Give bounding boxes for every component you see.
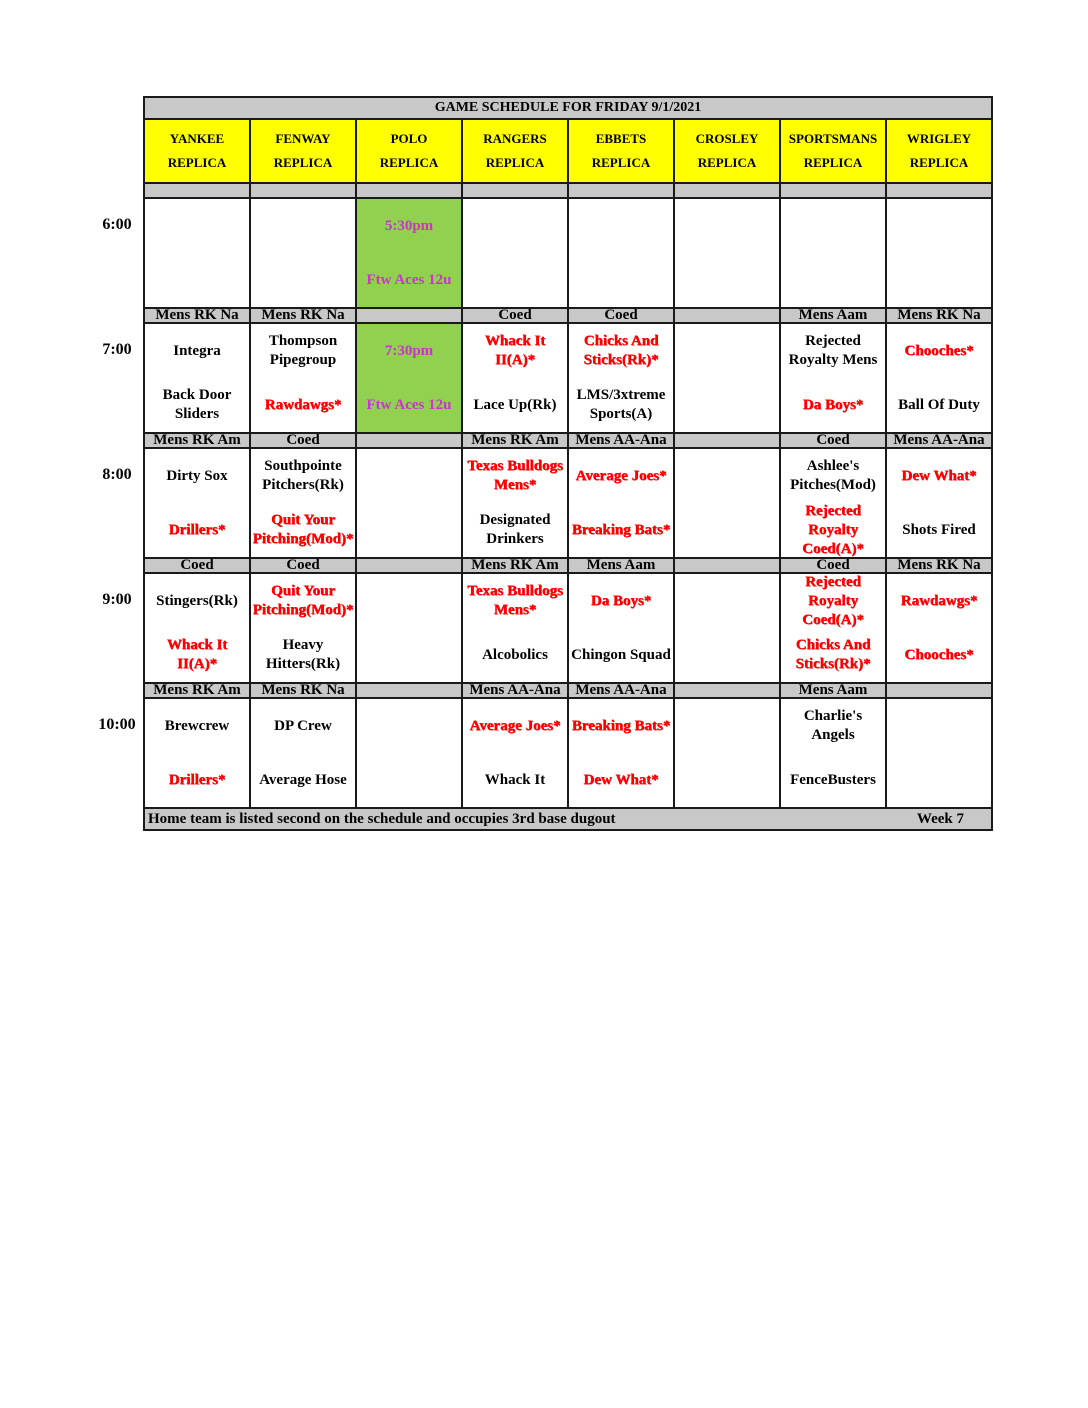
home-team	[887, 253, 991, 307]
matchup	[145, 699, 249, 807]
home-team	[145, 253, 249, 307]
division-label: Coed	[250, 433, 356, 448]
home-team: Ftw Aces 12u	[366, 396, 452, 413]
away-team: Stingers(Rk)	[156, 592, 238, 609]
time-label: 10:00	[98, 716, 136, 733]
venue-cell-yankee	[144, 119, 250, 183]
game-cell	[250, 198, 356, 308]
game-cell	[780, 323, 886, 433]
game-cell	[780, 448, 886, 558]
matchup	[251, 449, 355, 557]
home-team	[675, 753, 779, 807]
matchup	[463, 199, 567, 307]
schedule-title: GAME SCHEDULE FOR FRIDAY 9/1/2021	[144, 97, 992, 119]
spacer-cell	[674, 183, 780, 198]
away-team: DP Crew	[274, 717, 332, 734]
home-team: Breaking Bats*	[571, 521, 671, 538]
away-team: Whack It II(A)*	[484, 333, 546, 368]
game-cell	[886, 573, 992, 683]
venue-subtitle: REPLICA	[167, 155, 227, 170]
spacer-cell	[886, 183, 992, 198]
away-team	[675, 199, 779, 253]
venue-name: FENWAY	[275, 131, 331, 146]
away-team: Thompson Pipegroup	[268, 333, 338, 368]
home-team: Dew What*	[583, 771, 659, 788]
home-team: Average Hose	[259, 771, 347, 788]
home-team: Da Boys*	[802, 396, 864, 413]
division-row	[144, 683, 992, 698]
venue-name: WRIGLEY	[906, 131, 972, 146]
matchup	[251, 699, 355, 807]
venue-cell-rangers	[462, 119, 568, 183]
division-row	[144, 308, 992, 323]
home-team: Chooches*	[904, 646, 974, 663]
division-label	[356, 683, 462, 698]
game-row	[144, 698, 992, 808]
game-cell	[674, 323, 780, 433]
away-team	[463, 199, 567, 253]
division-label: Mens RK Am	[462, 433, 568, 448]
game-cell	[568, 573, 674, 683]
game-cell	[462, 323, 568, 433]
matchup	[887, 199, 991, 307]
away-team	[357, 574, 461, 628]
division-label: Coed	[568, 308, 674, 323]
game-cell	[886, 448, 992, 558]
home-team: FenceBusters	[790, 771, 876, 788]
matchup	[145, 574, 249, 682]
division-label	[674, 683, 780, 698]
away-team: Rejected Royalty Mens	[788, 333, 878, 368]
division-label: Coed	[462, 308, 568, 323]
matchup	[569, 699, 673, 807]
away-team	[357, 699, 461, 753]
home-team: Rawdawgs*	[264, 396, 342, 413]
away-team	[251, 199, 355, 253]
division-label	[356, 558, 462, 573]
away-team: Dew What*	[901, 467, 977, 484]
game-cell	[144, 198, 250, 308]
away-team	[675, 324, 779, 378]
matchup	[357, 699, 461, 807]
venue-cell-ebbets	[568, 119, 674, 183]
home-team: Shots Fired	[902, 521, 976, 538]
game-cell	[568, 448, 674, 558]
away-team	[675, 699, 779, 753]
away-team: Texas Bulldogs Mens*	[467, 458, 563, 493]
time-label: 9:00	[102, 591, 132, 608]
home-team	[675, 378, 779, 432]
matchup	[145, 449, 249, 557]
game-cell	[356, 448, 462, 558]
matchup	[675, 199, 779, 307]
venue-name: YANKEE	[169, 131, 225, 146]
matchup	[675, 324, 779, 432]
matchup	[145, 199, 249, 307]
division-label: Mens RK Am	[144, 683, 250, 698]
game-cell	[886, 698, 992, 808]
game-cell	[568, 698, 674, 808]
away-team: Dirty Sox	[166, 467, 228, 484]
game-cell	[144, 573, 250, 683]
home-team	[357, 753, 461, 807]
away-team: Charlie's Angels	[803, 708, 863, 743]
matchup	[675, 574, 779, 682]
matchup	[887, 324, 991, 432]
game-cell	[780, 698, 886, 808]
venue-name: EBBETS	[595, 131, 647, 146]
game-cell	[674, 448, 780, 558]
venue-name: POLO	[390, 131, 428, 146]
home-team	[675, 503, 779, 557]
venue-subtitle: REPLICA	[697, 155, 757, 170]
week-label: Week 7	[916, 810, 964, 827]
venue-subtitle: REPLICA	[909, 155, 969, 170]
schedule-table	[143, 96, 993, 831]
matchup	[781, 449, 885, 557]
division-label: Mens AA-Ana	[462, 683, 568, 698]
game-cell	[462, 573, 568, 683]
matchup	[569, 574, 673, 682]
division-label	[886, 683, 992, 698]
division-label: Mens RK Am	[462, 558, 568, 573]
matchup	[675, 699, 779, 807]
time-label: 8:00	[102, 466, 132, 483]
venue-subtitle: REPLICA	[379, 155, 439, 170]
venue-name: CROSLEY	[695, 131, 759, 146]
away-team	[145, 199, 249, 253]
home-team	[569, 253, 673, 307]
division-label	[674, 433, 780, 448]
division-label: Mens Aam	[780, 683, 886, 698]
home-team	[357, 503, 461, 557]
away-team: Southpointe Pitchers(Rk)	[262, 458, 344, 493]
matchup	[251, 199, 355, 307]
away-team: Ashlee's Pitches(Mod)	[790, 458, 876, 493]
game-cell	[780, 573, 886, 683]
home-team	[463, 253, 567, 307]
division-label: Mens Aam	[780, 308, 886, 323]
division-label: Mens AA-Ana	[886, 433, 992, 448]
venue-cell-crosley	[674, 119, 780, 183]
spacer-cell	[780, 183, 886, 198]
matchup	[251, 324, 355, 432]
spacer-cell	[144, 183, 250, 198]
division-label	[674, 308, 780, 323]
venue-subtitle: REPLICA	[485, 155, 545, 170]
away-team: Texas Bulldogs Mens*	[467, 583, 563, 618]
matchup	[675, 449, 779, 557]
home-team: Whack It II(A)*	[166, 637, 228, 672]
venue-name: RANGERS	[483, 131, 547, 146]
time-label: 7:00	[102, 341, 132, 358]
division-label: Mens AA-Ana	[568, 683, 674, 698]
matchup	[781, 574, 885, 682]
matchup	[251, 574, 355, 682]
game-cell	[144, 448, 250, 558]
home-team: Back Door Sliders	[162, 387, 232, 422]
away-team: Rawdawgs*	[900, 592, 978, 609]
home-team: LMS/3xtreme Sports(A)	[576, 387, 666, 422]
home-team	[675, 253, 779, 307]
away-team: Chicks And Sticks(Rk)*	[583, 333, 659, 368]
game-cell	[886, 323, 992, 433]
matchup	[887, 449, 991, 557]
game-cell	[462, 448, 568, 558]
division-label	[356, 308, 462, 323]
game-cell	[356, 198, 462, 308]
game-cell	[780, 198, 886, 308]
matchup	[357, 574, 461, 682]
game-cell	[886, 198, 992, 308]
division-label: Mens RK Na	[250, 683, 356, 698]
game-row	[144, 198, 992, 308]
matchup	[569, 324, 673, 432]
venue-subtitle: REPLICA	[273, 155, 333, 170]
matchup	[463, 699, 567, 807]
game-cell	[674, 698, 780, 808]
matchup	[781, 324, 885, 432]
division-label: Coed	[780, 558, 886, 573]
division-label: Coed	[250, 558, 356, 573]
game-cell	[250, 573, 356, 683]
division-label: Mens RK Na	[886, 558, 992, 573]
away-team: Average Joes*	[575, 467, 667, 484]
matchup	[781, 699, 885, 807]
away-team: Average Joes*	[469, 717, 561, 734]
division-label	[674, 558, 780, 573]
division-label: Mens Aam	[568, 558, 674, 573]
matchup	[781, 199, 885, 307]
away-team: 5:30pm	[384, 217, 434, 234]
game-cell	[250, 698, 356, 808]
venue-header-row	[144, 119, 992, 183]
division-label: Mens RK Na	[144, 308, 250, 323]
matchup	[357, 449, 461, 557]
venue-subtitle: REPLICA	[803, 155, 863, 170]
away-team	[357, 449, 461, 503]
venue-name: SPORTSMANS	[788, 131, 878, 146]
spacer-cell	[250, 183, 356, 198]
venue-cell-polo	[356, 119, 462, 183]
division-label: Mens RK Am	[144, 433, 250, 448]
away-team	[569, 199, 673, 253]
away-team	[675, 449, 779, 503]
away-team	[675, 574, 779, 628]
away-team: Breaking Bats*	[571, 717, 671, 734]
matchup	[887, 574, 991, 682]
division-label: Coed	[144, 558, 250, 573]
home-team: Drillers*	[168, 771, 226, 788]
game-cell	[250, 323, 356, 433]
venue-cell-fenway	[250, 119, 356, 183]
home-team: Rejected Royalty Coed(A)*	[802, 503, 864, 557]
game-cell	[568, 323, 674, 433]
away-team: 7:30pm	[384, 342, 434, 359]
away-team: Quit Your Pitching(Mod)*	[252, 583, 354, 618]
matchup	[357, 324, 461, 432]
home-team: Ball Of Duty	[898, 396, 980, 413]
division-label: Mens AA-Ana	[568, 433, 674, 448]
spacer-cell	[356, 183, 462, 198]
matchup	[463, 574, 567, 682]
home-team: Drillers*	[168, 521, 226, 538]
game-cell	[568, 198, 674, 308]
home-team: Heavy Hitters(Rk)	[265, 637, 341, 672]
header-spacer-row	[144, 183, 992, 198]
home-team: Chingon Squad	[571, 646, 671, 663]
away-team: Chooches*	[904, 342, 974, 359]
division-row	[144, 558, 992, 573]
game-cell	[462, 698, 568, 808]
game-cell	[462, 198, 568, 308]
division-label: Coed	[780, 433, 886, 448]
game-cell	[356, 323, 462, 433]
time-label: 6:00	[102, 216, 132, 233]
spacer-cell	[462, 183, 568, 198]
home-team: Whack It	[484, 771, 546, 788]
game-cell	[674, 198, 780, 308]
away-team: Da Boys*	[590, 592, 652, 609]
home-team: Quit Your Pitching(Mod)*	[252, 512, 354, 547]
matchup	[887, 699, 991, 807]
venue-cell-wrigley	[886, 119, 992, 183]
division-label: Mens RK Na	[250, 308, 356, 323]
away-team	[887, 199, 991, 253]
division-label	[356, 433, 462, 448]
home-team: Alcobolics	[482, 646, 548, 663]
home-team	[251, 253, 355, 307]
away-team	[781, 199, 885, 253]
footer-row	[144, 808, 992, 830]
venue-subtitle: REPLICA	[591, 155, 651, 170]
home-team: Chicks And Sticks(Rk)*	[795, 637, 871, 672]
game-cell	[250, 448, 356, 558]
home-team	[781, 253, 885, 307]
game-cell	[674, 573, 780, 683]
division-row	[144, 433, 992, 448]
away-team	[887, 699, 991, 753]
home-team	[357, 628, 461, 682]
away-team: Rejected Royalty Coed(A)*	[802, 574, 864, 628]
matchup	[145, 324, 249, 432]
game-cell	[144, 323, 250, 433]
game-row	[144, 448, 992, 558]
home-team: Lace Up(Rk)	[473, 396, 557, 413]
game-cell	[356, 573, 462, 683]
away-team: Brewcrew	[164, 717, 230, 734]
matchup	[569, 199, 673, 307]
game-cell	[356, 698, 462, 808]
home-team	[675, 628, 779, 682]
matchup	[463, 449, 567, 557]
home-team: Designated Drinkers	[479, 512, 551, 547]
footer-cell	[144, 808, 992, 830]
home-team: Ftw Aces 12u	[366, 271, 452, 288]
division-label: Mens RK Na	[886, 308, 992, 323]
matchup	[357, 199, 461, 307]
away-team: Integra	[173, 342, 221, 359]
game-row	[144, 573, 992, 683]
matchup	[569, 449, 673, 557]
game-row	[144, 323, 992, 433]
footer-note: Home team is listed second on the schedule and occupies 3rd base dugout	[148, 810, 616, 827]
matchup	[463, 324, 567, 432]
spacer-cell	[568, 183, 674, 198]
venue-cell-sportsmans	[780, 119, 886, 183]
game-cell	[144, 698, 250, 808]
home-team	[887, 753, 991, 807]
